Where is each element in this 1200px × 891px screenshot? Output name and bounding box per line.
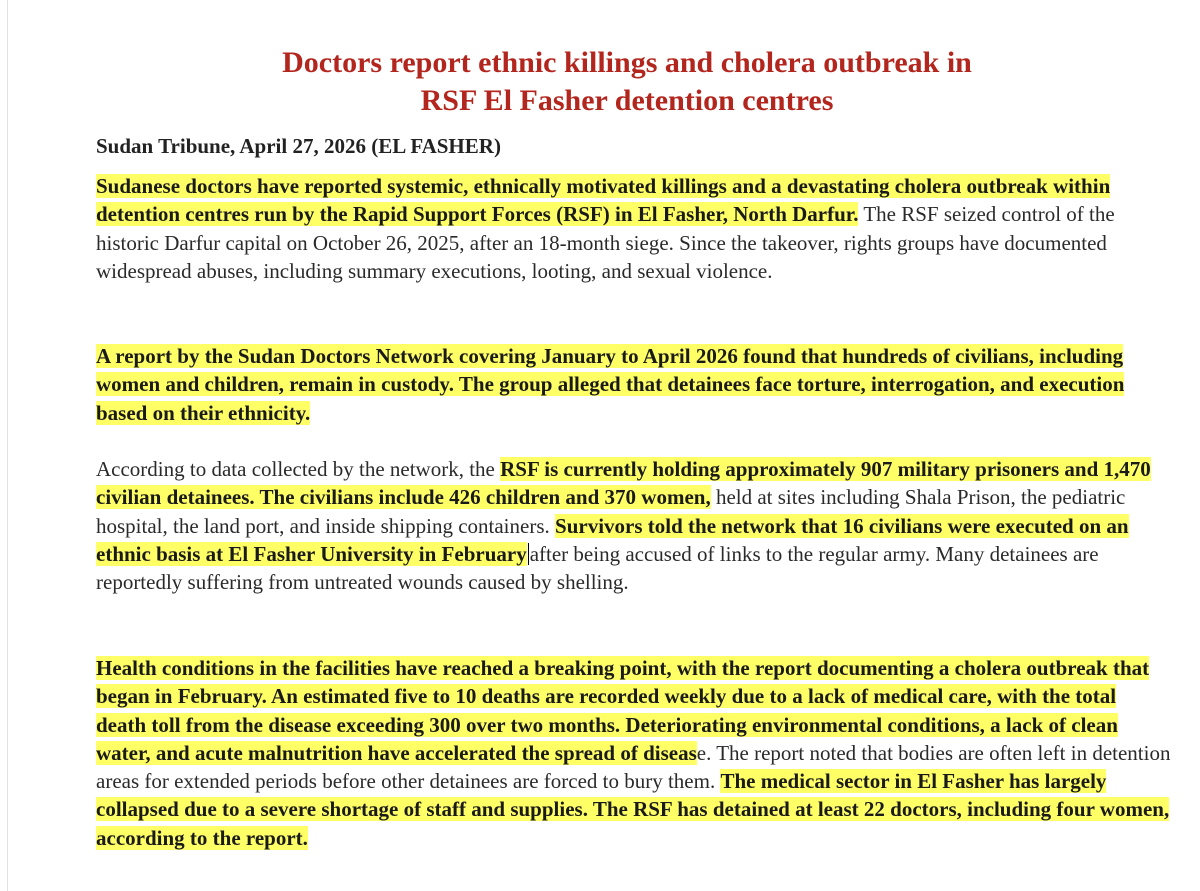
article-title bbox=[0, 44, 1200, 120]
dateline: Sudan Tribune, April 27, 2026 (EL FASHER) bbox=[96, 134, 501, 158]
body-text: e. The report noted that bodies are often left in detention areas for extended periods before other detainees are forced to bury them. bbox=[96, 740, 1171, 794]
highlighted-text: The medical sector in El Fasher has largely collapsed due to a severe shortage of staff and supplies. The RSF has detained at least 22 doctors, including four women, according to the report. bbox=[96, 769, 1170, 850]
page-left-edge bbox=[7, 0, 8, 891]
title-line-1: Doctors report ethnic killings and cholera outbreak in bbox=[282, 46, 972, 79]
paragraph-2 bbox=[96, 342, 1171, 427]
highlighted-text: A report by the Sudan Doctors Network covering January to April 2026 found that hundreds of civilians, including women and children, remain in custody. The group alleged that detainees face torture, interrogation, and execution based on their ethnicity. bbox=[96, 344, 1125, 425]
highlighted-text: Survivors told the network that 16 civilians were executed on an ethnic basis at El Fasher University in February bbox=[96, 513, 1129, 566]
body-text: According to data collected by the network, the bbox=[96, 457, 501, 481]
title-line-2: RSF El Fasher detention centres bbox=[420, 84, 834, 117]
highlighted-text: Sudanese doctors have reported systemic, ethnically motivated killings and a devastating cholera outbreak within detention centres run by the Rapid Support Forces (RSF) in El Fasher, North Darfur. bbox=[96, 174, 1111, 227]
highlighted-text: Health conditions in the facilities have reached a breaking point, with the report documenting a cholera outbreak that began in February. An estimated five to 10 deaths are recorded weekly due to a lack of medical care, with the total death toll from the disease exceeding 300 over two months. Deteriorating environmental conditions, a lack of clean water, and acute malnutrition have accelerated the spread of diseas bbox=[96, 656, 1150, 765]
body-text: after being accused of links to the regular army. Many detainees are reportedly suffering from untreated wounds caused by shelling. bbox=[96, 541, 1099, 595]
highlighted-text: RSF is currently holding approximately 907 military prisoners and 1,470 civilian detainees. The civilians include 426 children and 370 women, bbox=[96, 457, 1151, 510]
paragraph-4 bbox=[96, 654, 1171, 852]
body-text: held at sites including Shala Prison, the pediatric hospital, the land port, and inside shipping containers. bbox=[96, 485, 1126, 538]
body-text: The RSF seized control of the historic Darfur capital on October 26, 2025, after an 18-month siege. Since the takeover, rights groups have documented widespread abuses, including summary executions, looting, and sexual violence. bbox=[96, 202, 1115, 283]
text-cursor bbox=[528, 543, 529, 565]
paragraph-3 bbox=[96, 455, 1171, 596]
paragraph-1 bbox=[96, 172, 1171, 285]
